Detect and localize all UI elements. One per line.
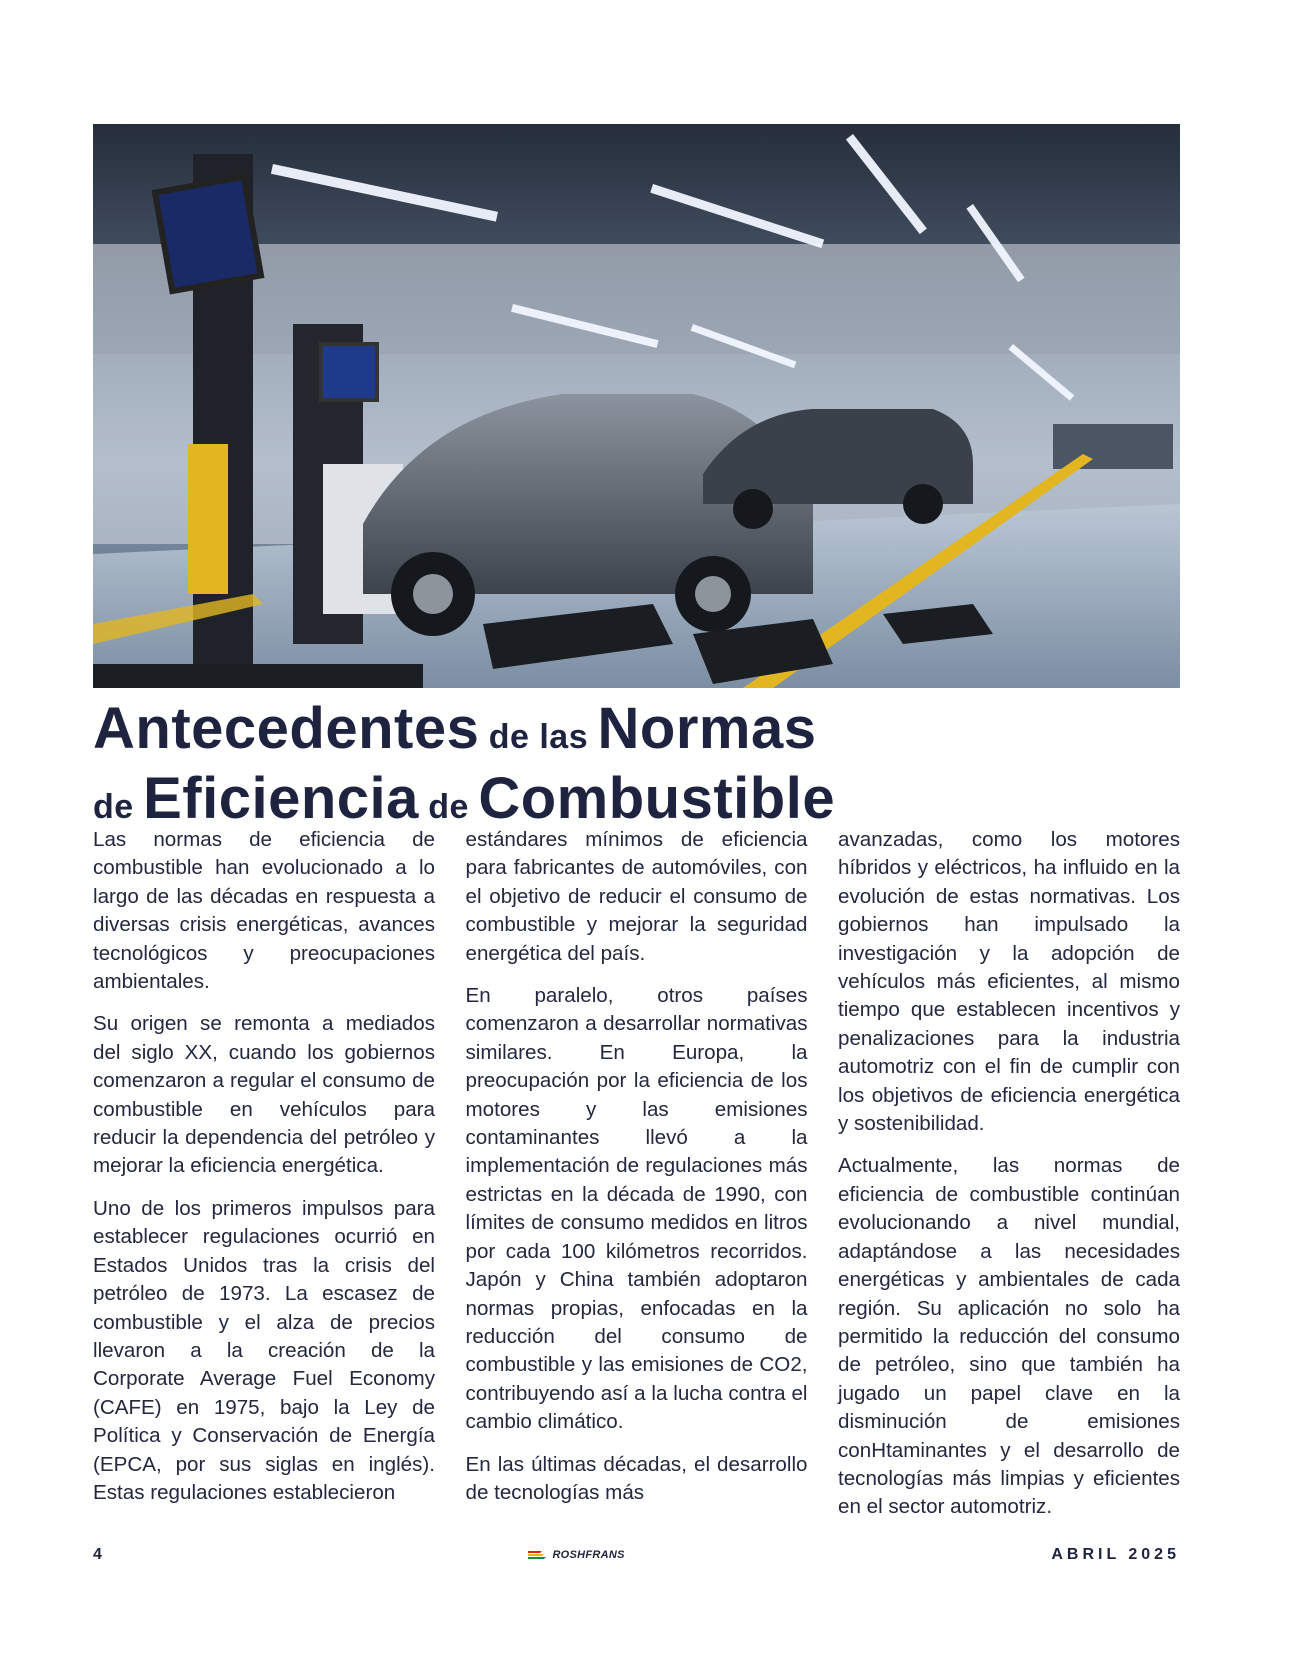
paragraph: estándares mínimos de eficiencia para fabricantes de automóviles, con el objetivo de reducir el consumo de combustible y mejorar la seguridad energética del país. xyxy=(465,828,808,965)
title-word: Combustible xyxy=(478,766,836,831)
header-photo xyxy=(93,124,1180,688)
issue-date: ABRIL 2025 xyxy=(1051,1546,1180,1563)
paragraph: En paralelo, otros países comenzaron a desarrollar normativas similares. En Europa, la preocupación por la eficiencia de los motores y las emisiones contaminantes llevó a la implementación de regulaciones más estrictas en la década de 1990, con límites de consumo medidos en litros por cada 100 kilómetros recorridos. Japón y China también adoptaron normas propias, enfocadas en la reducción del consumo de combustible y las emisiones de CO2, contribuyendo así a la lucha contra el cambio climático. xyxy=(465,984,808,1434)
title-line-1 xyxy=(93,698,1193,768)
page-footer xyxy=(93,1543,1180,1567)
paragraph: Su origen se remonta a mediados del siglo XX, cuando los gobiernos comenzaron a regular el consumo de combustible en vehículos para reducir la dependencia del petróleo y mejorar la eficiencia energética. xyxy=(93,1012,435,1178)
brand-logo xyxy=(528,1549,624,1561)
paragraph: avanzadas, como los motores híbridos y eléctricos, ha influido en la evolución de estas normativas. Los gobiernos han impulsado la investigación y la adopción de vehículos más eficientes, al mismo tiempo que establecen incentivos y penalizaciones para la industria automotriz con el fin de cumplir con los objetivos de eficiencia energética y sostenibilidad. xyxy=(838,828,1180,1136)
brand-name: ROSHFRANS xyxy=(552,1549,625,1561)
title-word: Antecedentes xyxy=(93,696,480,761)
column-1 xyxy=(93,826,435,1526)
page-number: 4 xyxy=(93,1546,102,1563)
paragraph: En las últimas décadas, el desarrollo de tecnologías más xyxy=(465,1452,808,1504)
roshfrans-logo-icon xyxy=(528,1549,550,1561)
automotive-lab-photo-icon xyxy=(93,124,1180,688)
column-3 xyxy=(838,826,1180,1526)
title-word: Eficiencia xyxy=(143,766,419,831)
title-word: de las xyxy=(488,718,589,756)
title-word: de xyxy=(428,788,469,826)
article-title xyxy=(93,698,1193,838)
title-word: Normas xyxy=(597,696,817,761)
paragraph: Las normas de eficiencia de combustible han evolucionado a lo largo de las décadas en respuesta a diversas crisis energéticas, avances tecnológicos y preocupaciones ambientales. xyxy=(93,828,435,994)
paragraph: Actualmente, las normas de eficiencia de combustible continúan evolucionando a nivel mundial, adaptándose a las necesidades energéticas y ambientales de cada región. Su aplicación no solo ha permitido la reducción del consumo de petróleo, sino que también ha jugado un papel clave en la disminución de emisiones conHtaminantes y el desarrollo de tecnologías más limpias y eficientes en el sector automotriz. xyxy=(838,1154,1180,1519)
article-body xyxy=(93,826,1180,1526)
column-2 xyxy=(466,826,808,1526)
title-word: de xyxy=(93,788,134,826)
paragraph: Uno de los primeros impulsos para establecer regulaciones ocurrió en Estados Unidos tras la crisis del petróleo de 1973. La escasez de combustible y el alza de precios llevaron a la creación de la Corporate Average Fuel Economy (CAFE) en 1975, bajo la Ley de Política y Conservación de Energía (EPCA, por sus siglas en inglés). Estas regulaciones establecieron xyxy=(93,1196,435,1504)
